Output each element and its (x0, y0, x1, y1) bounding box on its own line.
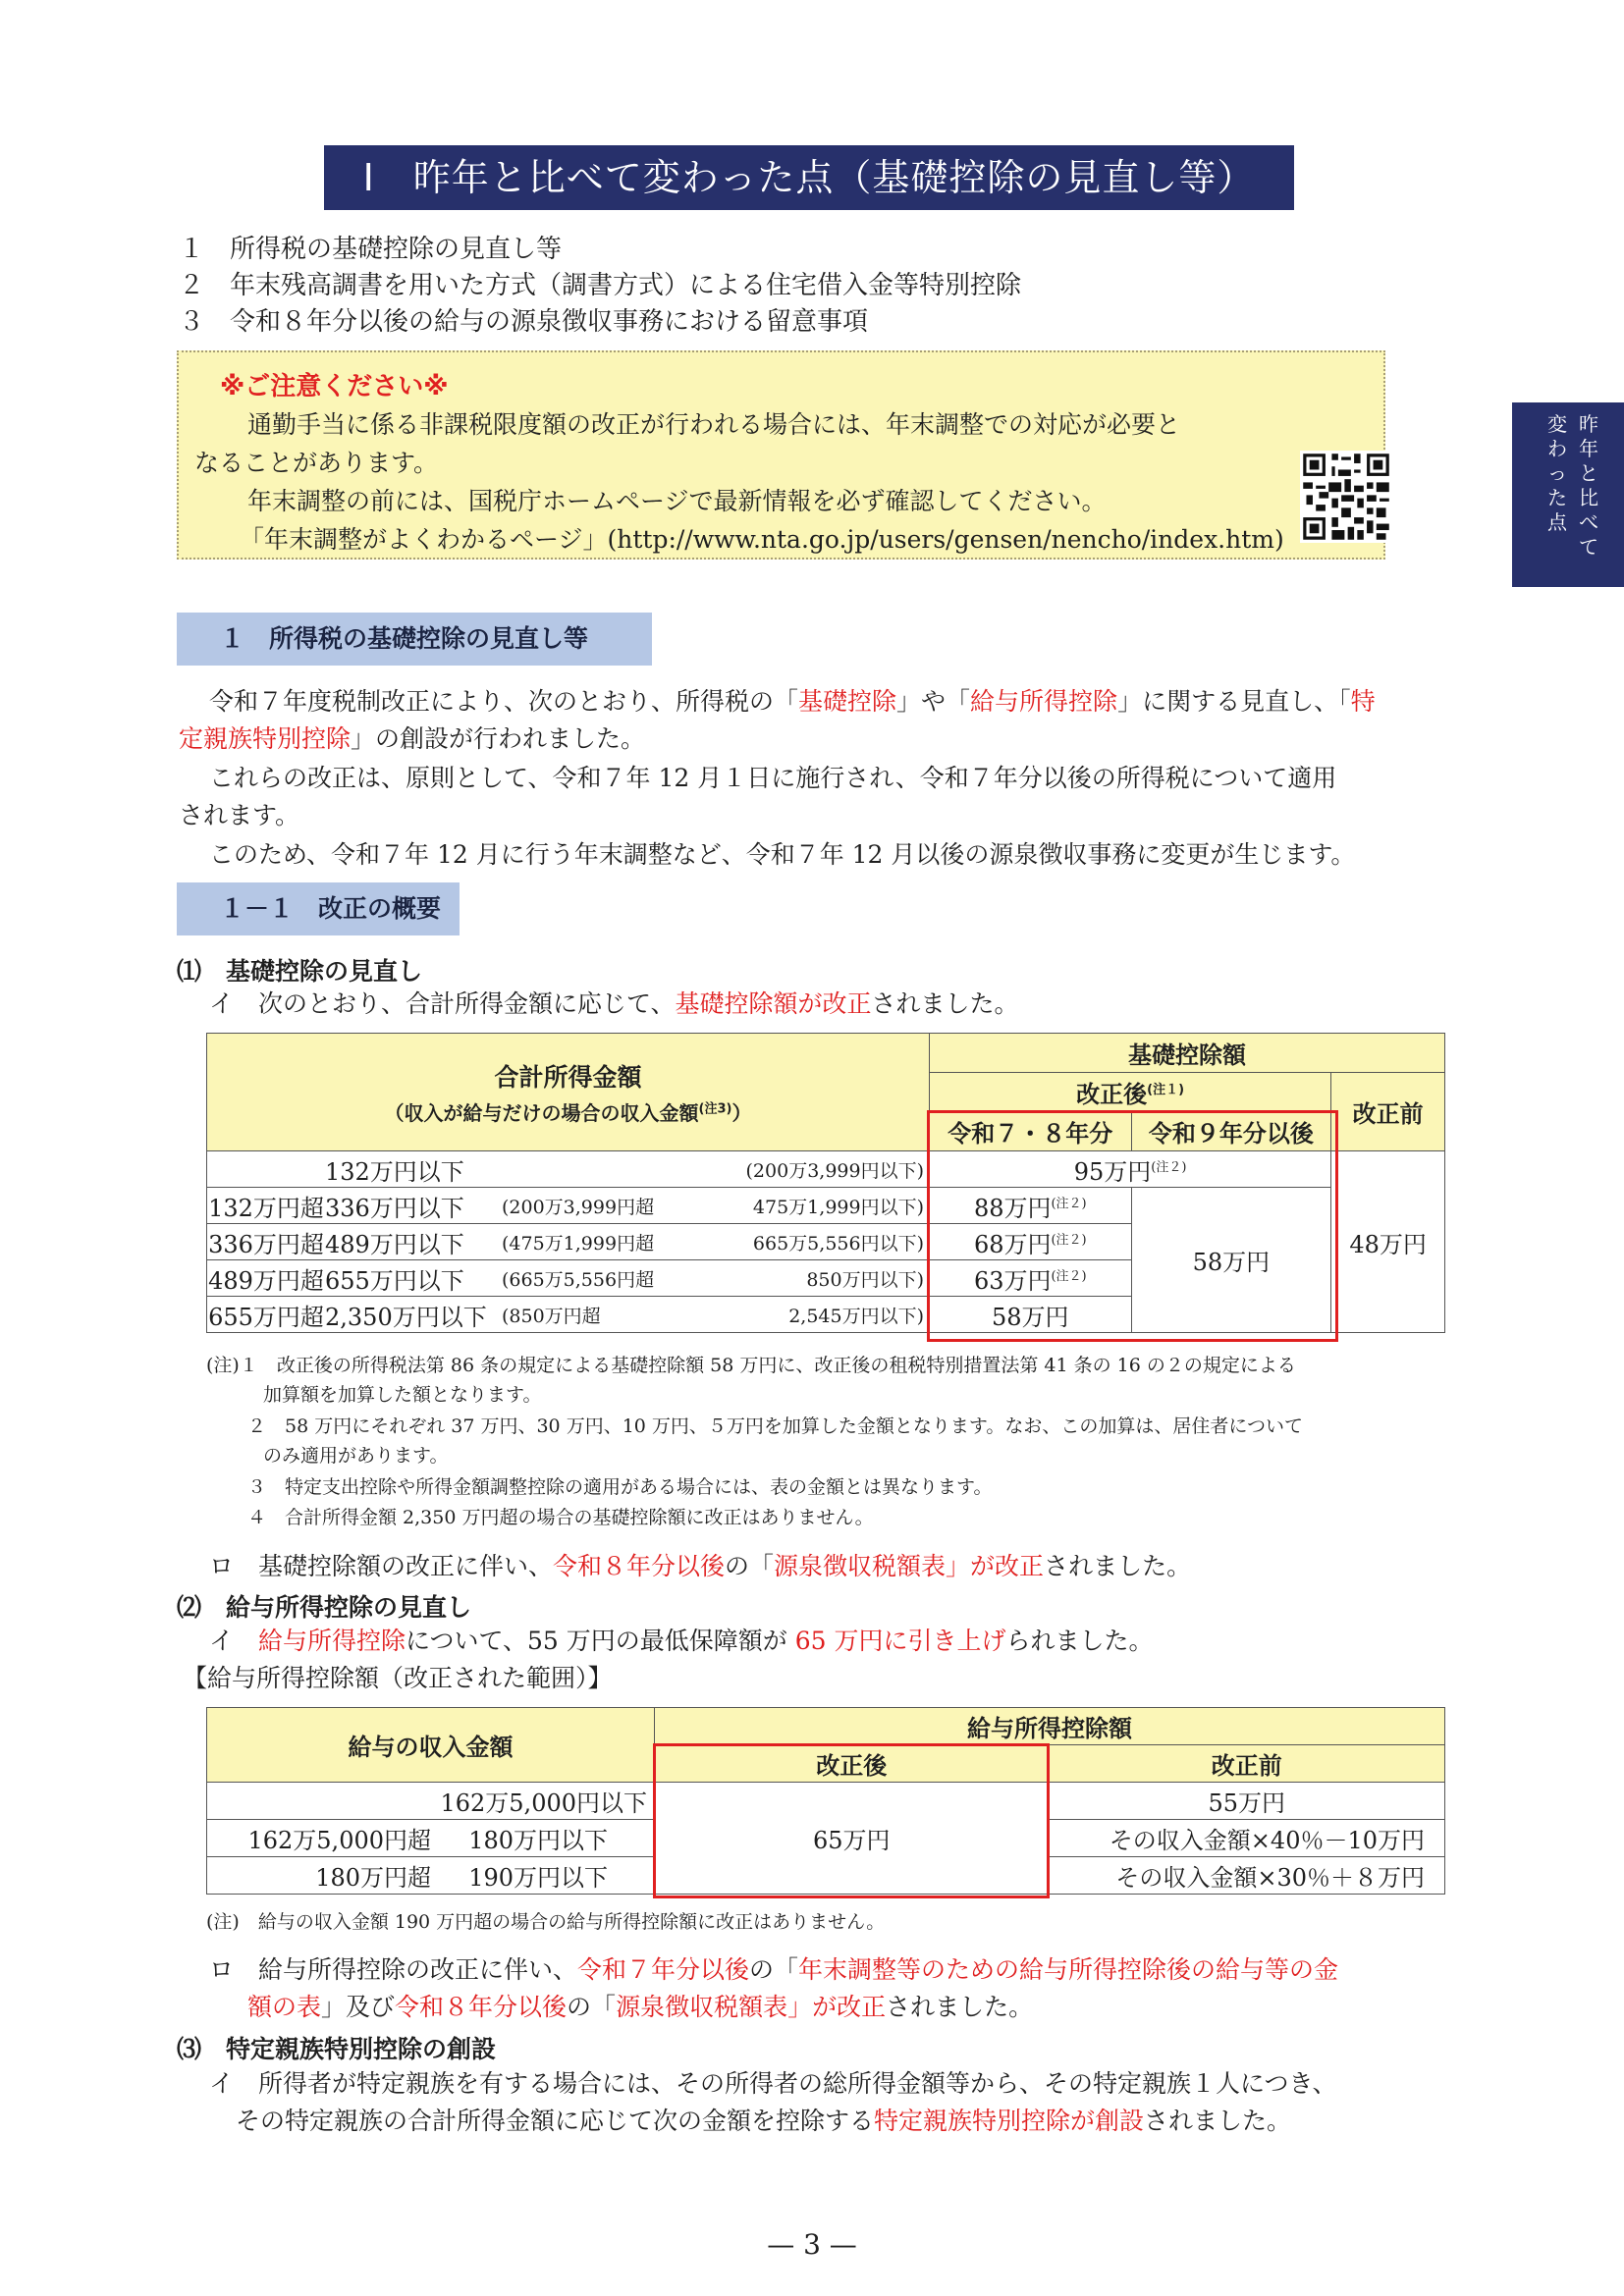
table-row: 132万円超 336万円以下 (200万3,999円超 475万1,999円以下) 88万円$^{(注2)}$ 58万円 (207, 1188, 1445, 1224)
header-reiwa-9: 令和９年分以後 (1131, 1112, 1331, 1151)
table-2-caption: 【給与所得控除額（改正された範囲）】 (183, 1664, 613, 1692)
header-salary-income: 給与の収入金額 (207, 1708, 655, 1783)
note-2b: のみ適用があります。 (263, 1445, 449, 1467)
subsection-2-item-i: イ 給与所得控除について、55 万円の最低保障額が 65 万円に引き上げられました。 (209, 1627, 1154, 1655)
subsection-2-heading: ⑵ 給与所得控除の見直し (177, 1593, 472, 1622)
toc-item-3: ３ 令和８年分以後の給与の源泉徴収事務における留意事項 (179, 307, 869, 337)
table-row: 180万円超 190万円以下 その収入金額×30％＋８万円 (207, 1857, 1445, 1895)
note-3: ３ 特定支出控除や所得金額調整控除の適用がある場合には、表の金額とは異なります。 (247, 1476, 993, 1498)
subsection-1-item-ro: ロ 基礎控除額の改正に伴い、令和８年分以後の「源泉徴収税額表」が改正されました。 (209, 1552, 1192, 1580)
notice-box (177, 350, 1385, 560)
table-row: 162万5,000円以下 65万円 55万円 (207, 1783, 1445, 1820)
table-row: 489万円超 655万円以下 (665万5,556円超 850万円以下) 63万円$^{(注2)}$ (207, 1260, 1445, 1297)
subsection-1-heading: ⑴ 基礎控除の見直し (177, 957, 423, 986)
table-row: 336万円超 489万円以下 (475万1,999円超 665万5,556円以下) 68万円$^{(注2)}$ (207, 1224, 1445, 1260)
subsection-2-item-ro-b: 額の表」及び令和８年分以後の「源泉徴収税額表」が改正されました。 (247, 1993, 1034, 2021)
table-row: 132万円以下 (200万3,999円以下) 95万円$^{(注2)}$ 48万円 (207, 1151, 1445, 1188)
subsection-3-heading: ⑶ 特定親族特別控除の創設 (177, 2035, 497, 2063)
merged-after-value: 65万円 (654, 1783, 1048, 1895)
table-row: 162万5,000円超 180万円以下 その収入金額×40％－10万円 (207, 1820, 1445, 1857)
side-tab-text-1: 昨 年 と 比 べ て (1579, 412, 1598, 559)
subsection-2-item-ro-a: ロ 給与所得控除の改正に伴い、令和７年分以後の「年末調整等のための給与所得控除後の給与等の金 (209, 1955, 1339, 1984)
section-1-paragraph-3: このため、令和７年 12 月に行う年末調整など、令和７年 12 月以後の源泉徴収事務に変更が生じます。 (209, 840, 1356, 869)
side-tab[interactable] (1512, 402, 1624, 587)
section-1-heading: １ 所得税の基礎控除の見直し等 (177, 613, 652, 666)
section-1-1-heading: １－１ 改正の概要 (177, 882, 460, 935)
qr-code-icon[interactable] (1300, 451, 1392, 543)
toc-item-1: １ 所得税の基礎控除の見直し等 (179, 235, 563, 264)
employment-income-deduction-table (206, 1707, 1445, 1895)
merged-before-value: 48万円 (1331, 1151, 1445, 1333)
header-total-income: 合計所得金額 （収入が給与だけの場合の収入金額$^{(注3)}$） (207, 1034, 930, 1151)
note-1b: 加算額を加算した額となります。 (263, 1384, 542, 1406)
subsection-3-item-i-b: その特定親族の合計所得金額に応じて次の金額を控除する特定親族特別控除が創設されました。 (236, 2107, 1292, 2135)
header-before-revision: 改正前 (1331, 1073, 1445, 1151)
header-after-revision-2: 改正後 (654, 1745, 1048, 1783)
page-title: Ⅰ 昨年と比べて変わった点（基礎控除の見直し等） (324, 145, 1294, 210)
header-before-revision-2: 改正前 (1049, 1745, 1445, 1783)
section-1-paragraph-2b: されます。 (179, 801, 300, 829)
header-employment-deduction: 給与所得控除額 (654, 1708, 1444, 1745)
notice-title: ※ご注意ください※ (220, 372, 449, 401)
note-table-2: (注) 給与の収入金額 190 万円超の場合の給与所得控除額に改正はありません。 (206, 1911, 886, 1933)
merged-reiwa9-value: 58万円 (1131, 1188, 1331, 1333)
note-4: ４ 合計所得金額 2,350 万円超の場合の基礎控除額に改正はありません。 (247, 1507, 874, 1528)
subsection-3-item-i-a: イ 所得者が特定親族を有する場合には、その所得者の総所得金額等から、その特定親族１人につき、 (209, 2069, 1337, 2098)
header-basic-deduction: 基礎控除額 (929, 1034, 1444, 1073)
notice-line-1: 通勤手当に係る非課税限度額の改正が行われる場合には、年末調整での対応が必要と (247, 410, 1181, 439)
header-reiwa-7-8: 令和７・８年分 (929, 1112, 1131, 1151)
basic-deduction-table (206, 1033, 1445, 1333)
section-1-paragraph-2a: これらの改正は、原則として、令和７年 12 月１日に施行され、令和７年分以後の所得税について適用 (209, 764, 1337, 792)
note-2a: ２ 58 万円にそれぞれ 37 万円、30 万円、10 万円、５万円を加算した金額となります。なお、この加算は、居住者について (247, 1415, 1304, 1437)
toc-item-2: ２ 年末残高調書を用いた方式（調書方式）による住宅借入金等特別控除 (179, 271, 1022, 300)
notice-line-3: 年末調整の前には、国税庁ホームページで最新情報を必ず確認してください。 (247, 487, 1107, 515)
section-1-paragraph-1a: 令和７年度税制改正により、次のとおり、所得税の「基礎控除」や「給与所得控除」に関する見直し、「特 (209, 687, 1376, 716)
notice-link-line[interactable]: 「年末調整がよくわかるページ」(http://www.nta.go.jp/users/gensen/nencho/index.htm) (240, 525, 1284, 554)
page-number: — 3 — (767, 2228, 857, 2261)
notice-line-2: なることがあります。 (194, 449, 439, 477)
table-row: 655万円超 2,350万円以下 (850万円超 2,545万円以下) 58万円 (207, 1297, 1445, 1333)
subsection-1-item-i: イ 次のとおり、合計所得金額に応じて、基礎控除額が改正されました。 (209, 989, 1019, 1018)
section-1-paragraph-1b: 定親族特別控除」の創設が行われました。 (179, 724, 646, 753)
header-after-revision: 改正後$^{(注1)}$ (929, 1073, 1330, 1112)
note-1a: (注)１ 改正後の所得税法第 86 条の規定による基礎控除額 58 万円に、改正後の租税特別措置法第 41 条の 16 の２の規定による (206, 1355, 1296, 1376)
side-tab-text-2: 変 わ っ た 点 (1547, 412, 1567, 534)
